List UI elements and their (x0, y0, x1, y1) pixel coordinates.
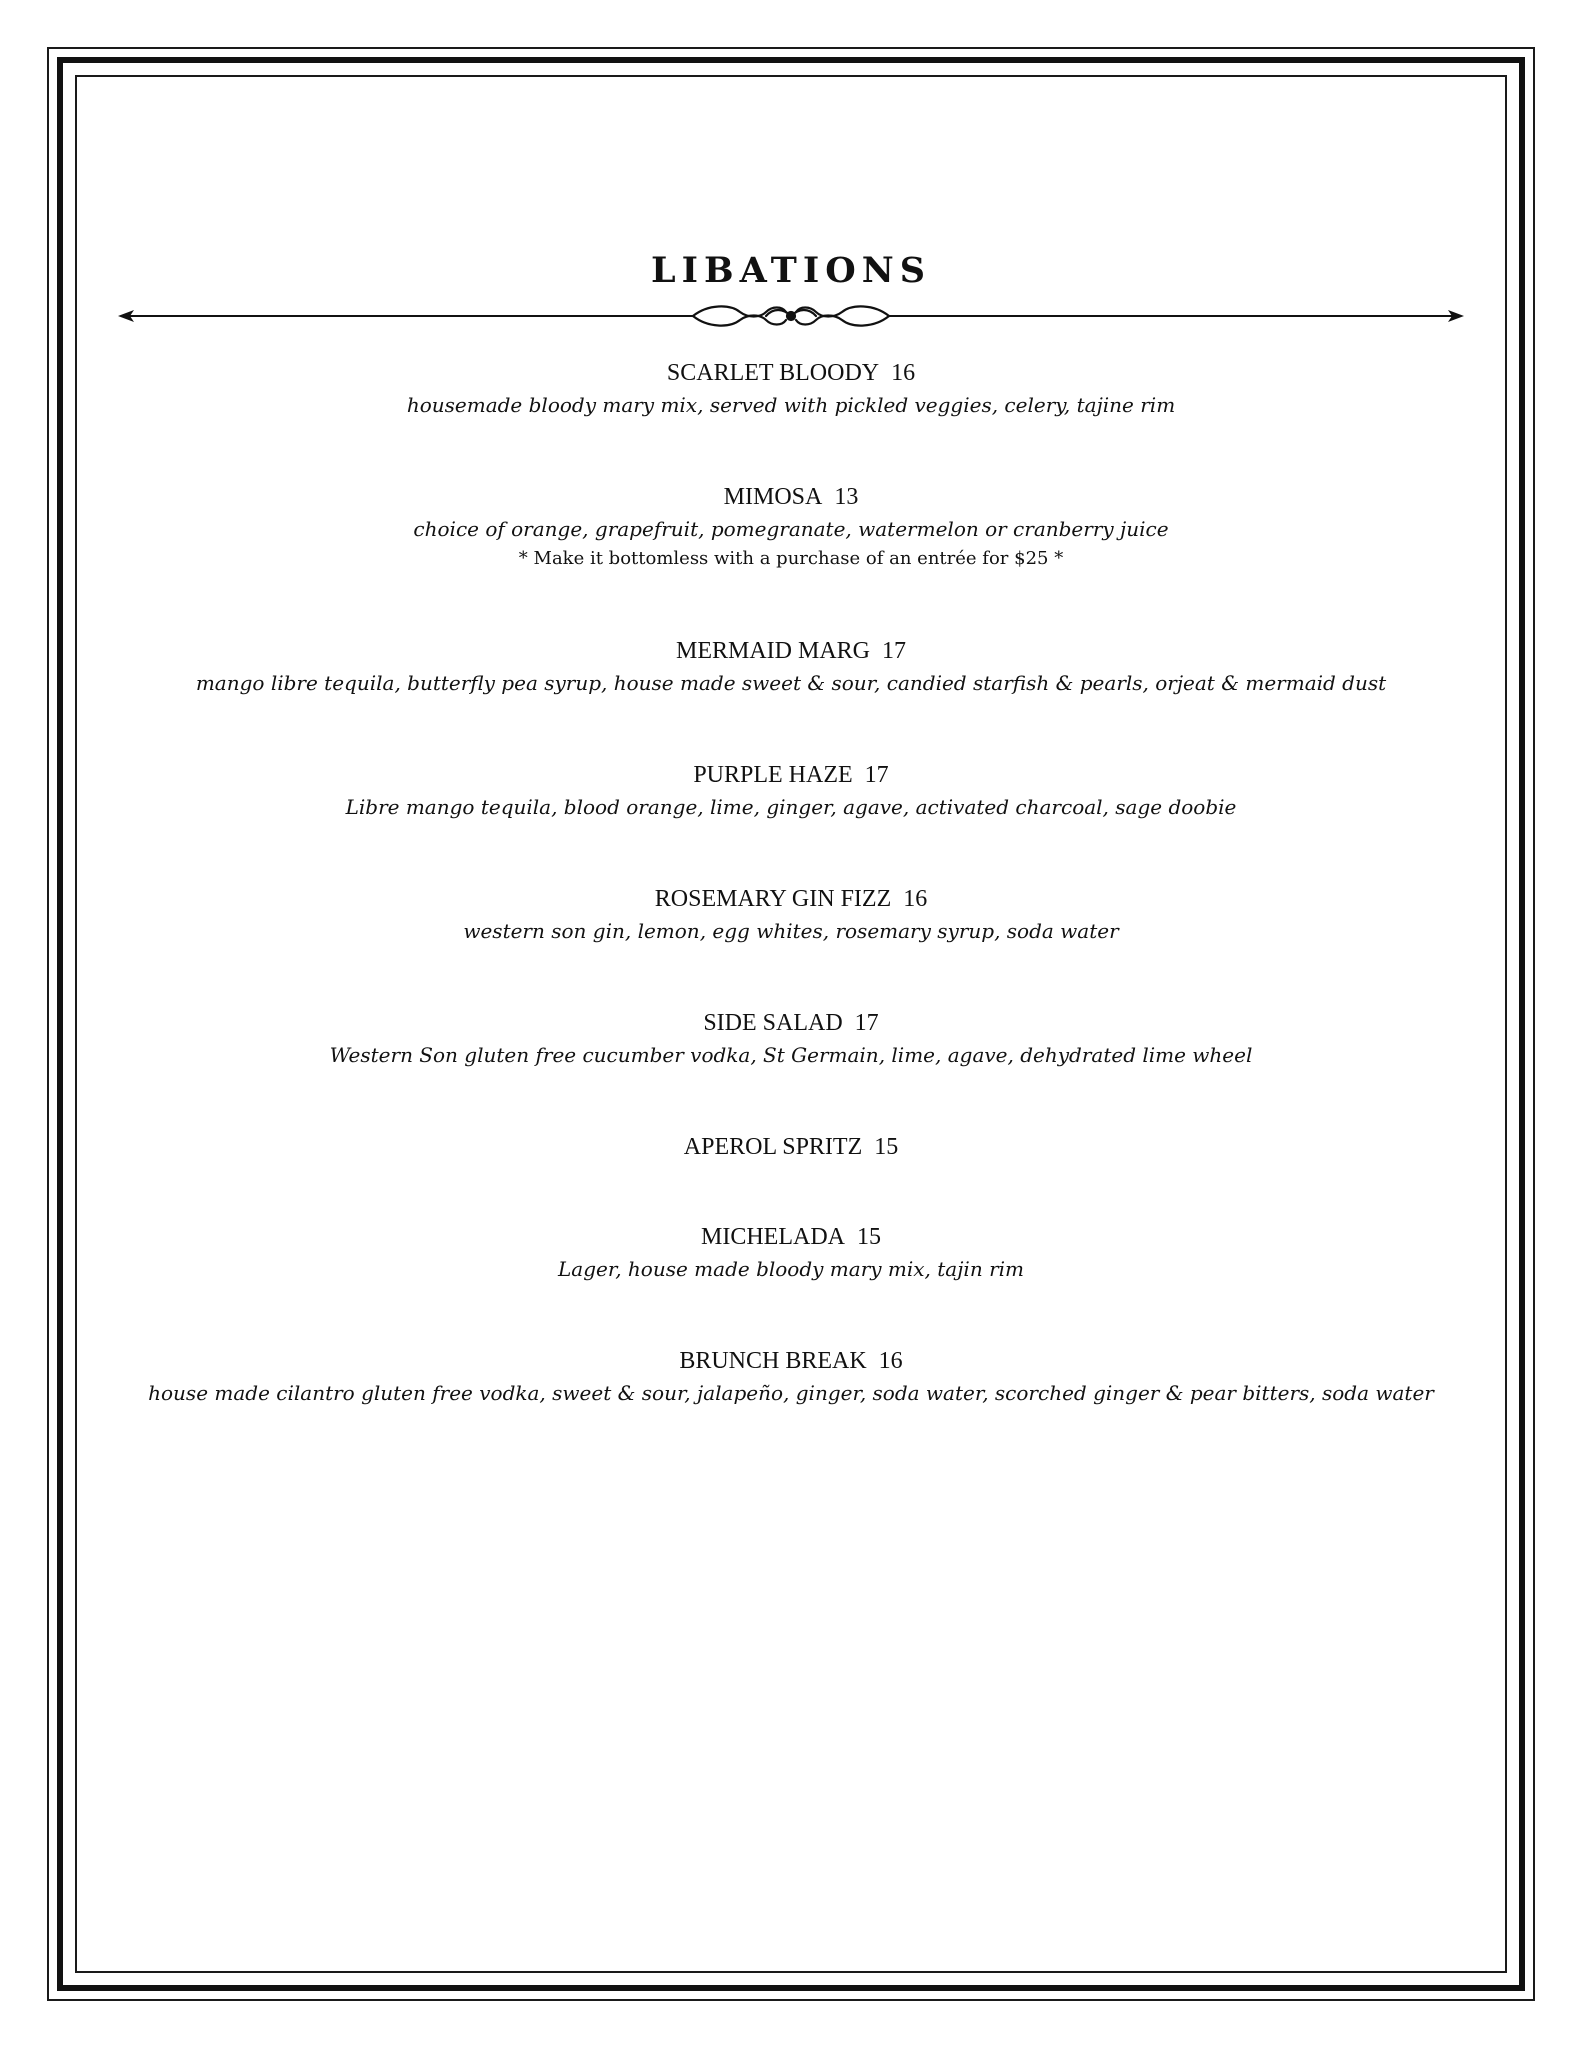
item-heading (120, 758, 1462, 792)
item-heading (120, 1344, 1462, 1378)
menu-item-rosemary-gin-fizz (120, 882, 1462, 946)
item-price: 17 (854, 1010, 879, 1036)
drinks-list (120, 356, 1462, 1468)
menu-item-side-salad (120, 1006, 1462, 1070)
menu-title: LIBATIONS (651, 250, 931, 291)
item-description: Lager, house made bloody mary mix, tajin rim (558, 1257, 1024, 1281)
item-name: MIMOSA (723, 484, 823, 510)
menu-item-purple-haze (120, 758, 1462, 822)
item-heading (120, 634, 1462, 668)
item-description: house made cilantro gluten free vodka, sweet & sour, jalapeño, ginger, soda water, scorched ginger & pear bitters, soda water (148, 1381, 1434, 1405)
menu-item-scarlet-bloody (120, 356, 1462, 420)
item-description: mango libre tequila, butterfly pea syrup, house made sweet & sour, candied starfish & pearls, orjeat & mermaid dust (195, 671, 1387, 695)
item-heading (120, 480, 1462, 514)
item-heading (120, 1130, 1462, 1164)
item-name: SCARLET BLOODY (666, 360, 880, 386)
menu-item-mermaid-marg (120, 634, 1462, 698)
menu-item-aperol-spritz (120, 1130, 1462, 1164)
item-price: 16 (878, 1348, 903, 1374)
item-price: 15 (857, 1224, 881, 1250)
menu-item-michelada (120, 1220, 1462, 1284)
item-name: ROSEMARY GIN FIZZ (654, 886, 892, 912)
item-price: 17 (882, 638, 906, 664)
item-name: BRUNCH BREAK (679, 1348, 867, 1374)
item-heading (120, 882, 1462, 916)
item-name: MICHELADA (701, 1224, 845, 1250)
item-price: 17 (864, 762, 889, 788)
item-name: SIDE SALAD (703, 1010, 843, 1036)
item-name: APEROL SPRITZ (683, 1134, 863, 1160)
item-description: Libre mango tequila, blood orange, lime, ginger, agave, activated charcoal, sage doobie (345, 795, 1237, 819)
item-heading (120, 356, 1462, 390)
item-name: MERMAID MARG (675, 638, 870, 664)
item-price: 16 (891, 360, 916, 386)
item-price: 13 (834, 484, 859, 510)
ornament-divider (118, 296, 1464, 336)
item-name: PURPLE HAZE (693, 762, 853, 788)
item-description: choice of orange, grapefruit, pomegranate, watermelon or cranberry juice (413, 517, 1169, 541)
item-heading (120, 1006, 1462, 1040)
item-price: 16 (903, 886, 928, 912)
item-description: western son gin, lemon, egg whites, rosemary syrup, soda water (463, 919, 1119, 943)
item-description: housemade bloody mary mix, served with pickled veggies, celery, tajine rim (406, 393, 1176, 417)
flourish-icon (693, 306, 889, 325)
item-description: Western Son gluten free cucumber vodka, St Germain, lime, agave, dehydrated lime wheel (329, 1043, 1253, 1067)
menu-item-brunch-break (120, 1344, 1462, 1408)
item-heading (120, 1220, 1462, 1254)
item-note: * Make it bottomless with a purchase of an entrée for $25 * (518, 548, 1064, 569)
menu-item-mimosa (120, 480, 1462, 574)
item-price: 15 (874, 1134, 899, 1160)
